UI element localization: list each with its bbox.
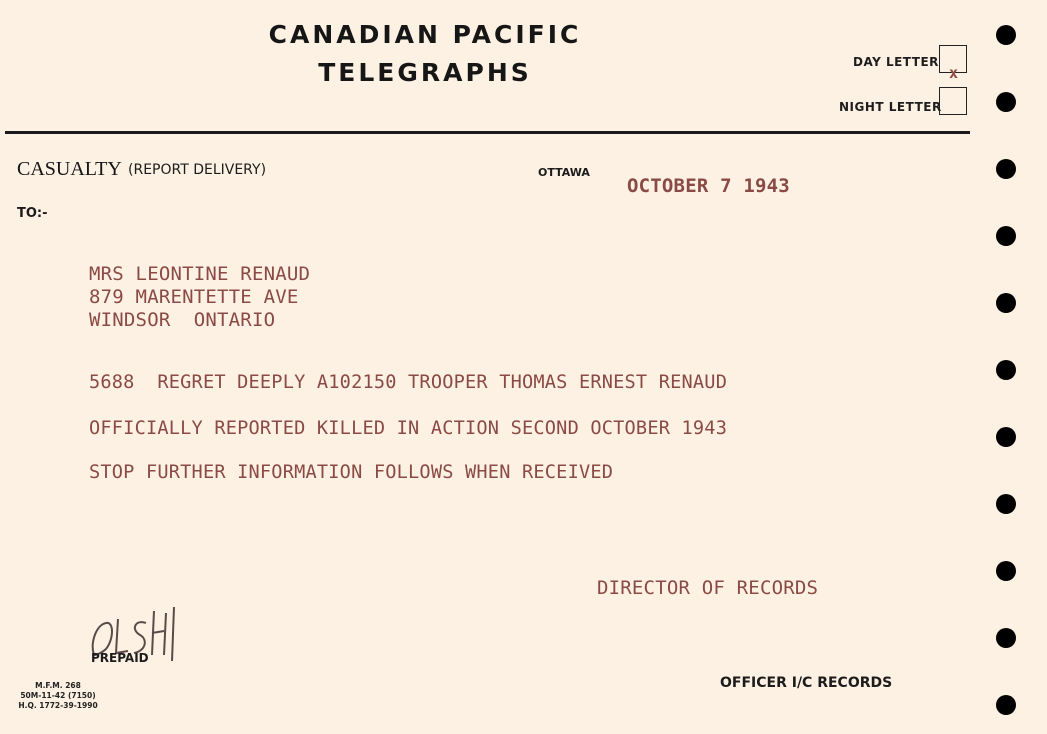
message-body-line-2: OFFICIALLY REPORTED KILLED IN ACTION SECOND OCTOBER 1943 — [89, 418, 728, 439]
punch-hole — [996, 92, 1016, 112]
recipient-city: WINDSOR ONTARIO — [89, 309, 276, 331]
message-signature: DIRECTOR OF RECORDS — [597, 577, 819, 599]
punch-hole — [996, 159, 1016, 179]
recipient-street: 879 MARENTETTE AVE — [89, 286, 299, 308]
night-letter-label: NIGHT LETTER — [839, 100, 942, 114]
prepaid-label: PREPAID — [91, 651, 149, 665]
form-code-line-1: M.F.M. 268 — [35, 681, 81, 690]
punch-hole — [996, 293, 1016, 313]
day-letter-label: DAY LETTER — [853, 55, 939, 69]
message-category: CASUALTY — [17, 158, 122, 180]
to-label: TO:- — [17, 206, 48, 221]
company-subtitle: TELEGRAPHS — [318, 58, 532, 87]
officer-label: OFFICER I/C RECORDS — [720, 675, 893, 691]
message-date: OCTOBER 7 1943 — [627, 175, 790, 197]
form-code-line-2: 50M-11-42 (7150) — [20, 691, 96, 700]
punch-hole — [996, 561, 1016, 581]
punch-hole — [996, 494, 1016, 514]
message-category-note: (REPORT DELIVERY) — [128, 162, 267, 178]
night-letter-checkbox — [939, 87, 967, 115]
punch-hole — [996, 360, 1016, 380]
punch-hole — [996, 25, 1016, 45]
message-origin: OTTAWA — [538, 166, 590, 179]
punch-hole — [996, 427, 1016, 447]
recipient-name: MRS LEONTINE RENAUD — [89, 263, 311, 285]
punch-hole — [996, 226, 1016, 246]
header-divider — [5, 131, 970, 134]
message-body-line-3: STOP FURTHER INFORMATION FOLLOWS WHEN RECEIVED — [89, 462, 614, 483]
day-letter-mark: x — [949, 64, 959, 82]
message-body-line-1: 5688 REGRET DEEPLY A102150 TROOPER THOMAS ERNEST RENAUD — [89, 372, 728, 393]
form-code-line-3: H.Q. 1772-39-1990 — [18, 701, 98, 710]
punch-hole — [996, 695, 1016, 715]
punch-hole — [996, 628, 1016, 648]
company-name: CANADIAN PACIFIC — [268, 20, 582, 49]
